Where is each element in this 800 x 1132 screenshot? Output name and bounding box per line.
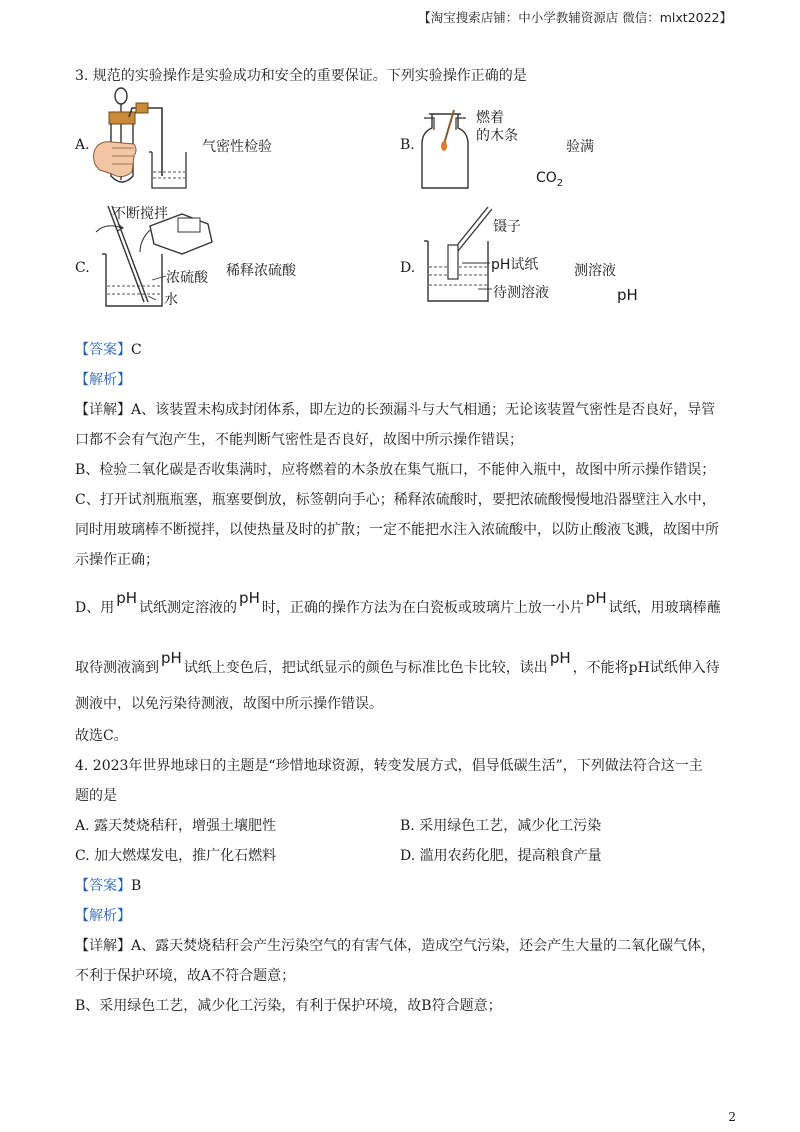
q3-option-a-caption: 气密性检验 xyxy=(202,139,272,155)
q4-detail-line3: B、采用绿色工艺，减少化工污染，有利于保护环境，故B符合题意； xyxy=(75,998,502,1014)
q4-detail-tag: 【详解】 xyxy=(75,938,131,954)
gas-collecting-bottle-figure xyxy=(420,110,472,192)
ph-symbol: pH xyxy=(239,589,260,607)
q4-option-c: C. 加大燃煤发电，推广化石燃料 xyxy=(75,848,277,864)
ph-symbol: pH xyxy=(549,649,571,667)
q4-analysis-tag: 【解析】 xyxy=(75,908,131,924)
d1-part-a: D、用 xyxy=(75,600,115,616)
d1-part-c: 时，正确的操作方法为在白瓷板或玻璃片上放一小片 xyxy=(261,600,584,616)
q3-detail-line4: C、打开试剂瓶瓶塞，瓶塞要倒放，标签朝向手心；稀释浓硫酸时，要把浓硫酸慢慢地沿器壁注入水中， xyxy=(75,492,716,508)
q4-stem-line1: 4. 2023年世界地球日的主题是“珍惜地球资源，转变发展方式，倡导低碳生活”，下列做法符合这一主 xyxy=(75,758,703,774)
q3-option-b-letter: B. xyxy=(400,137,415,153)
q3-analysis-tag: 【解析】 xyxy=(75,372,131,388)
tweezer-label: 镊子 xyxy=(493,219,521,235)
q4-answer xyxy=(75,876,141,896)
q3-answer xyxy=(75,340,142,360)
q3-detail-line5: 同时用玻璃棒不断搅拌，以使热量及时的扩散；一定不能把水注入浓硫酸中，以防止酸液飞溅，故图中所 xyxy=(75,522,719,538)
d1-part-d: 试纸，用玻璃棒蘸 xyxy=(608,600,721,616)
q3-option-d-caption: 测溶液 xyxy=(574,263,616,279)
q4-stem-line2: 题的是 xyxy=(75,788,117,804)
d2-part-c: ，不能将pH试纸伸入待 xyxy=(572,660,720,676)
q3-option-c-letter: C. xyxy=(75,260,90,276)
q3-detail-line6: 示操作正确； xyxy=(75,552,159,568)
ph-symbol: pH xyxy=(116,589,138,607)
q4-detail-text1: A、露天焚烧秸秆会产生污染空气的有害气体，造成空气污染，还会产生大量的二氧化碳气体， xyxy=(131,938,716,954)
d2-part-b: 试纸上变色后，把试纸显示的颜色与标准比色卡比较，读出 xyxy=(183,660,548,676)
page-number: 2 xyxy=(728,1110,736,1124)
q4-detail-line1 xyxy=(75,936,715,956)
burning-stick-label-line2: 的木条 xyxy=(476,128,518,144)
q4-answer-tag: 【答案】 xyxy=(75,878,131,894)
q3-answer-value: C xyxy=(131,342,142,358)
stir-label: 不断搅拌 xyxy=(112,206,168,222)
q4-answer-value: B xyxy=(131,878,142,894)
q3-conclusion: 故选C。 xyxy=(75,728,128,744)
test-solution-label: 待测溶液 xyxy=(493,285,549,301)
q3-detail-d-line2 xyxy=(75,649,720,678)
co2-formula-sub: 2 xyxy=(556,177,564,189)
q3-answer-tag: 【答案】 xyxy=(75,342,131,358)
water-label: 水 xyxy=(164,292,178,308)
page-header: 【淘宝搜索店铺：中小学教辅资源店 微信：mlxt2022】 xyxy=(418,10,732,25)
airtightness-apparatus-figure xyxy=(92,84,197,192)
q3-option-c-caption: 稀释浓硫酸 xyxy=(226,263,296,279)
q4-option-a: A. 露天焚烧秸秆，增强土壤肥性 xyxy=(75,818,277,834)
q3-detail-tag: 【详解】 xyxy=(75,402,131,418)
q3-detail-d-line1 xyxy=(75,589,721,618)
q3-detail-line1 xyxy=(75,400,715,420)
q3-detail-line2: 口都不会有气泡产生，不能判断气密性是否良好，故图中所示操作错误； xyxy=(75,432,523,448)
q3-stem: 3. 规范的实验操作是实验成功和安全的重要保证。下列实验操作正确的是 xyxy=(75,68,527,84)
q4-option-d: D. 滥用农药化肥，提高粮食产量 xyxy=(400,848,602,864)
d2-part-a: 取待测液滴到 xyxy=(75,660,159,676)
q3-detail-d-line3: 测液中，以免污染待测液，故图中所示操作错误。 xyxy=(75,696,383,712)
q3-detail-line3: B、检验二氧化碳是否收集满时，应将燃着的木条放在集气瓶口，不能伸入瓶中，故图中所示操作错误； xyxy=(75,462,716,478)
burning-stick-label xyxy=(476,109,518,145)
q3-option-a-letter: A. xyxy=(75,137,90,153)
ph-paper-label: pH试纸 xyxy=(491,257,539,273)
co2-formula xyxy=(536,170,563,189)
q3-option-d-letter: D. xyxy=(400,260,416,276)
d1-part-b: 试纸测定溶液的 xyxy=(139,600,238,616)
co2-formula-main: CO xyxy=(536,170,557,186)
q3-detail-text1: A、该装置未构成封闭体系，即左边的长颈漏斗与大气相通；无论该装置气密性是否良好，导管 xyxy=(131,402,716,418)
q4-detail-line2: 不利于保护环境，故A不符合题意； xyxy=(75,968,296,984)
ph-symbol: pH xyxy=(585,589,607,607)
burning-stick-label-line1: 燃着 xyxy=(476,110,504,126)
ph-test-figure xyxy=(418,205,498,307)
q4-option-b: B. 采用绿色工艺，减少化工污染 xyxy=(400,818,602,834)
q3-option-d-caption-ph: pH xyxy=(617,286,638,304)
conc-acid-label: 浓硫酸 xyxy=(166,270,208,286)
q3-option-b-caption: 验满 xyxy=(566,139,594,155)
ph-symbol: pH xyxy=(161,649,182,667)
